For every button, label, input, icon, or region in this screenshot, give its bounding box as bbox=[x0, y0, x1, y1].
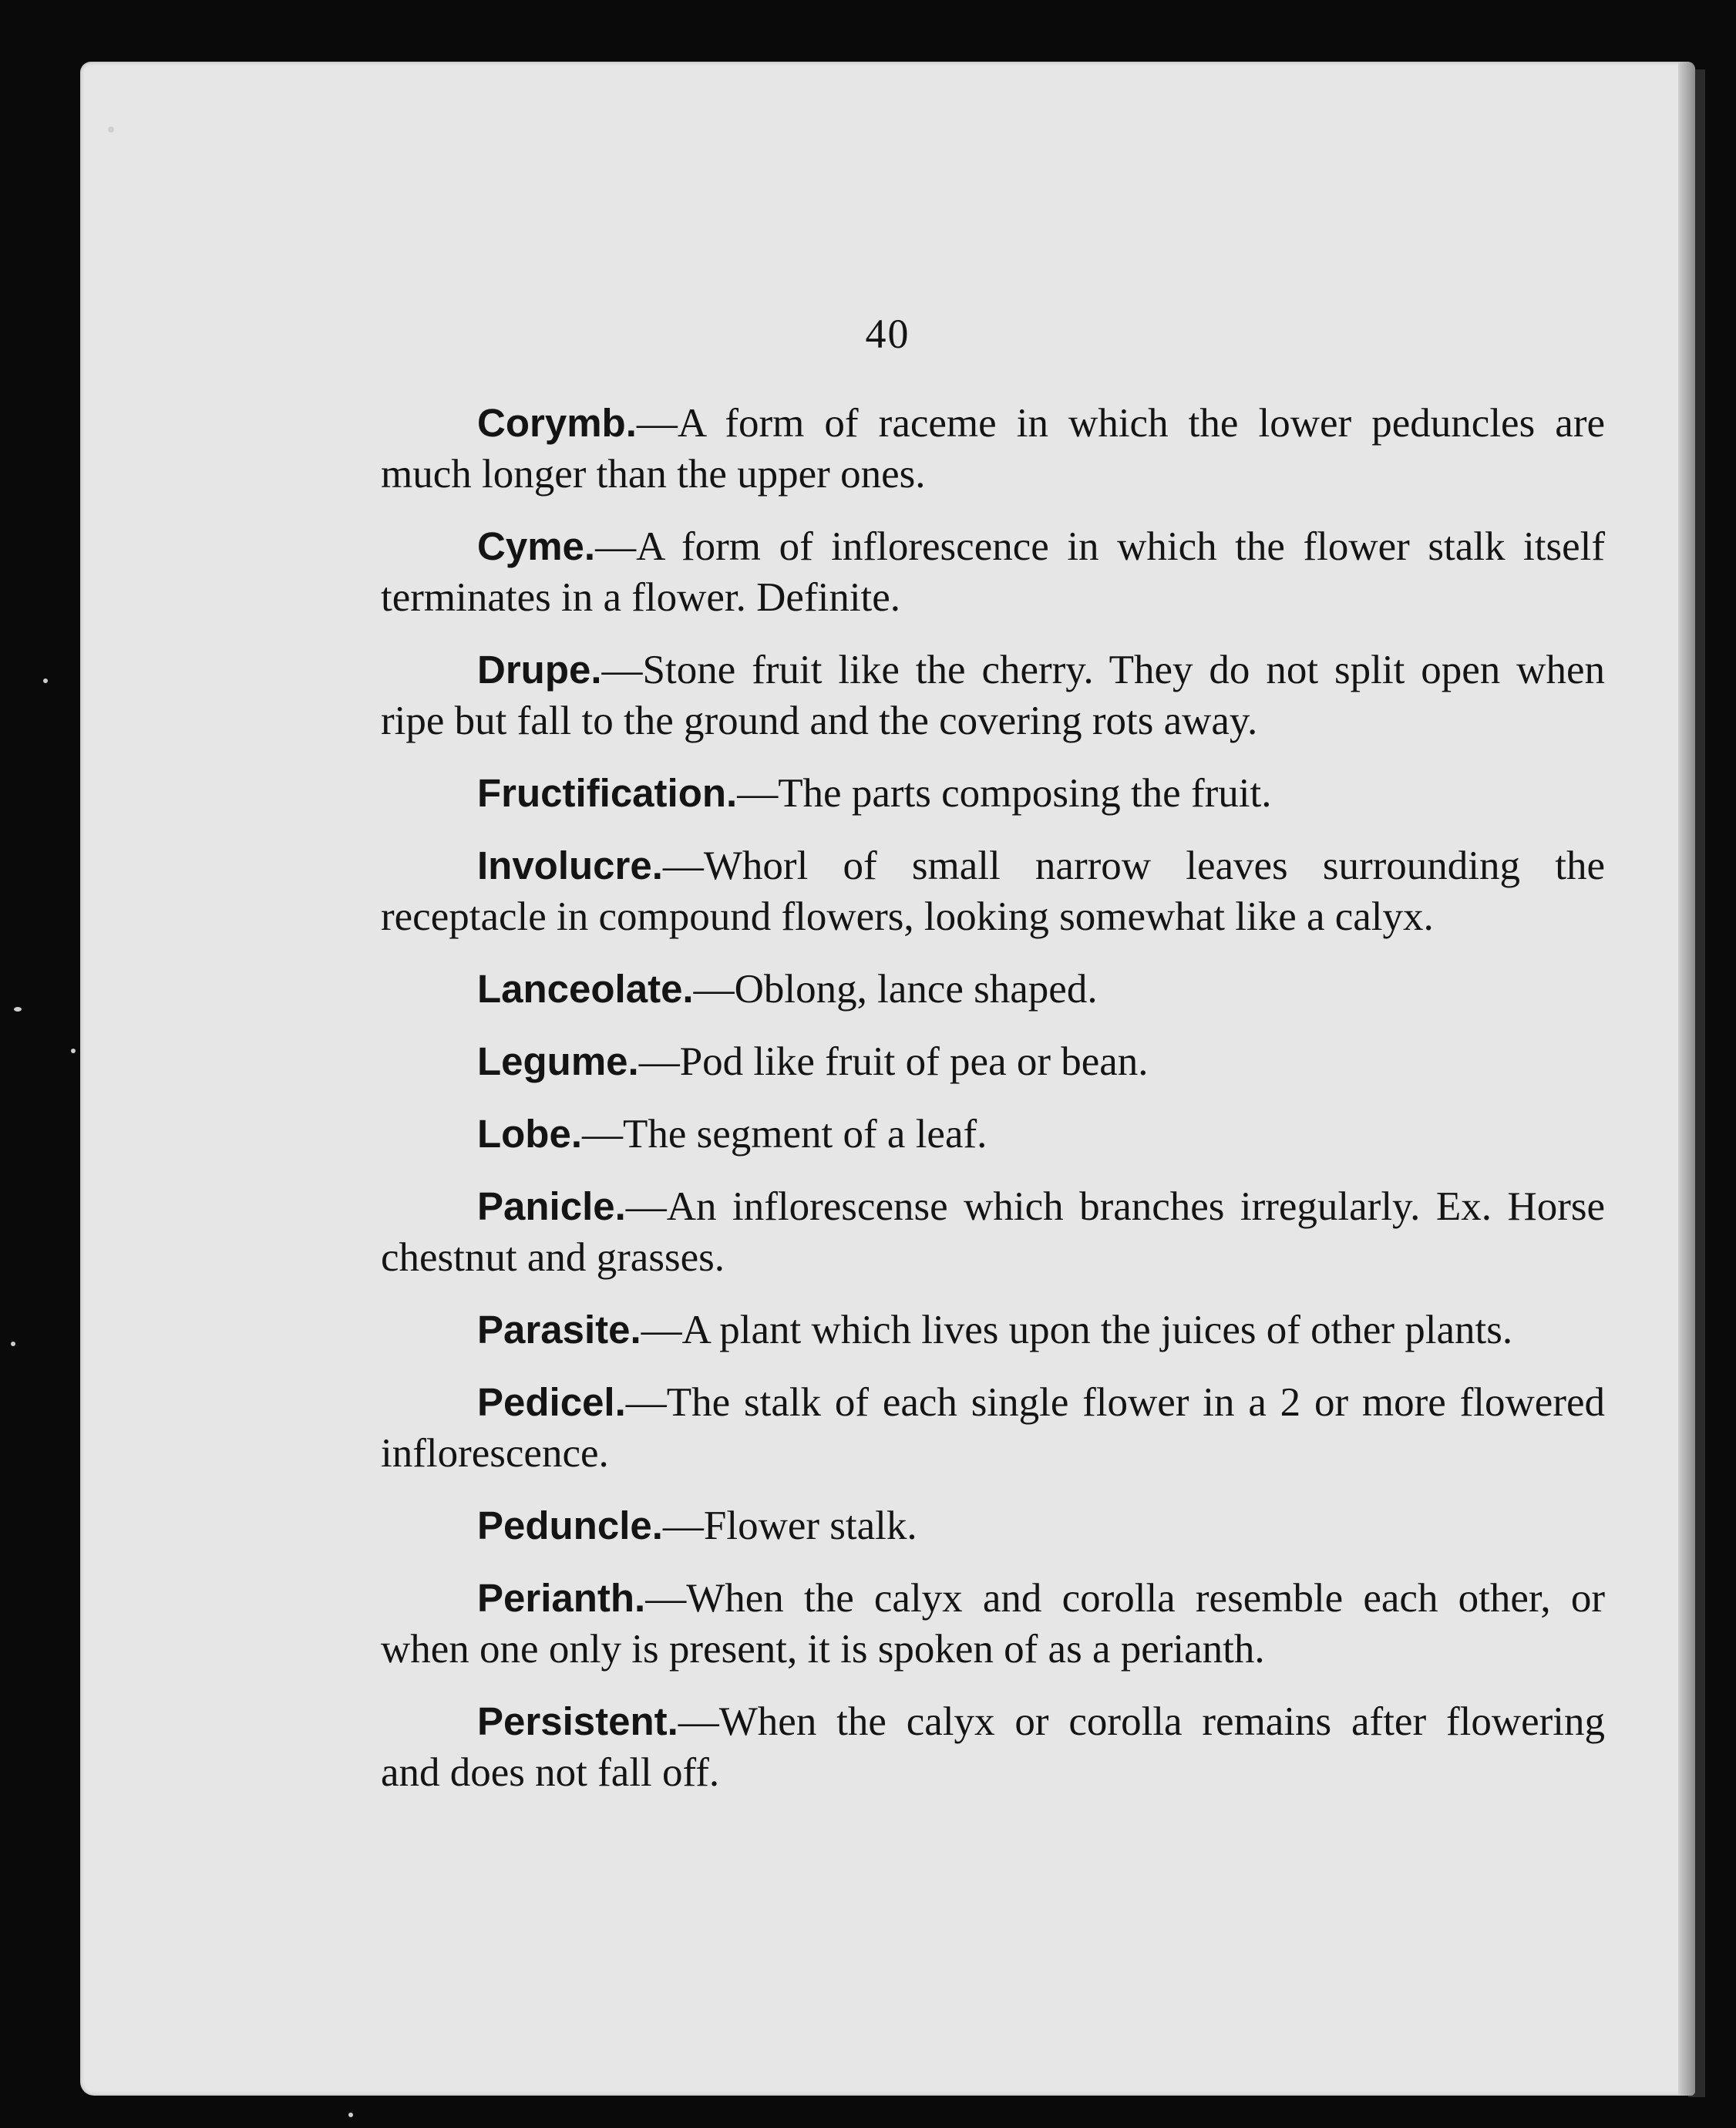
glossary-entry bbox=[381, 1036, 1605, 1087]
glossary-definition: —Whorl of small narrow leaves surrounding the receptacle in compound flowers, looking somewhat like a calyx. bbox=[381, 843, 1605, 939]
glossary-definition: —Oblong, lance shaped. bbox=[693, 967, 1098, 1012]
glossary-definition: —The segment of a leaf. bbox=[582, 1112, 987, 1157]
glossary-definition: —When the calyx and corolla resemble each other, or when one only is present, it is spoken of as a perianth. bbox=[381, 1576, 1605, 1672]
glossary-term: Lanceolate. bbox=[477, 967, 694, 1011]
glossary-entry bbox=[381, 1109, 1605, 1160]
glossary-entry bbox=[381, 398, 1605, 500]
glossary-term: Pedicel. bbox=[477, 1380, 626, 1424]
glossary-term: Corymb. bbox=[477, 401, 637, 445]
glossary-term: Fructification. bbox=[477, 771, 738, 815]
glossary-term: Cyme. bbox=[477, 524, 596, 568]
scan-speck bbox=[71, 1049, 76, 1053]
glossary-entry bbox=[381, 768, 1605, 819]
glossary-entry bbox=[381, 964, 1605, 1015]
glossary-term: Parasite. bbox=[477, 1308, 641, 1352]
glossary-entry bbox=[381, 840, 1605, 942]
page-gutter-shadow bbox=[1678, 62, 1695, 2096]
scan-speck bbox=[348, 2113, 353, 2117]
glossary-definition: —When the calyx or corolla remains after flowering and does not fall off. bbox=[381, 1699, 1605, 1795]
glossary-term: Lobe. bbox=[477, 1112, 582, 1156]
glossary-definition: —An inflorescense which branches irregularly. Ex. Horse chestnut and grasses. bbox=[381, 1184, 1605, 1280]
glossary-definition: —The parts composing the fruit. bbox=[737, 771, 1272, 816]
glossary-term: Persistent. bbox=[477, 1699, 678, 1743]
glossary-definition: —A form of inflorescence in which the flower stalk itself terminates in a flower. Definite. bbox=[381, 524, 1605, 620]
glossary-term: Perianth. bbox=[477, 1576, 646, 1620]
glossary-definition: —The stalk of each single flower in a 2 or more flowered inflorescence. bbox=[381, 1380, 1605, 1476]
glossary-entry bbox=[381, 521, 1605, 623]
glossary-entry bbox=[381, 1500, 1605, 1551]
scan-speck bbox=[43, 678, 48, 683]
glossary-term: Involucre. bbox=[477, 843, 663, 887]
glossary-entry bbox=[381, 645, 1605, 746]
glossary-term: Legume. bbox=[477, 1039, 639, 1083]
glossary-definition: —Flower stalk. bbox=[662, 1503, 917, 1548]
book-page bbox=[80, 62, 1695, 2096]
glossary-definition: —Pod like fruit of pea or bean. bbox=[638, 1039, 1149, 1084]
glossary-term: Panicle. bbox=[477, 1184, 626, 1228]
glossary-term: Drupe. bbox=[477, 648, 602, 692]
glossary-definition: —A form of raceme in which the lower peduncles are much longer than the upper ones. bbox=[381, 401, 1605, 497]
scan-speck bbox=[14, 1007, 22, 1012]
glossary-entry bbox=[381, 1573, 1605, 1675]
scan-speck bbox=[108, 126, 114, 133]
glossary-entry bbox=[381, 1696, 1605, 1798]
glossary-definition: —Stone fruit like the cherry. They do not split open when ripe but fall to the ground and the covering rots away. bbox=[381, 648, 1605, 743]
glossary-entry bbox=[381, 1181, 1605, 1283]
scan-speck bbox=[11, 1342, 15, 1346]
glossary-entries bbox=[381, 398, 1605, 1820]
page-number: 40 bbox=[865, 311, 910, 357]
glossary-definition: —A plant which lives upon the juices of other plants. bbox=[641, 1308, 1513, 1352]
glossary-entry bbox=[381, 1377, 1605, 1479]
glossary-term: Peduncle. bbox=[477, 1503, 663, 1547]
glossary-entry bbox=[381, 1305, 1605, 1355]
